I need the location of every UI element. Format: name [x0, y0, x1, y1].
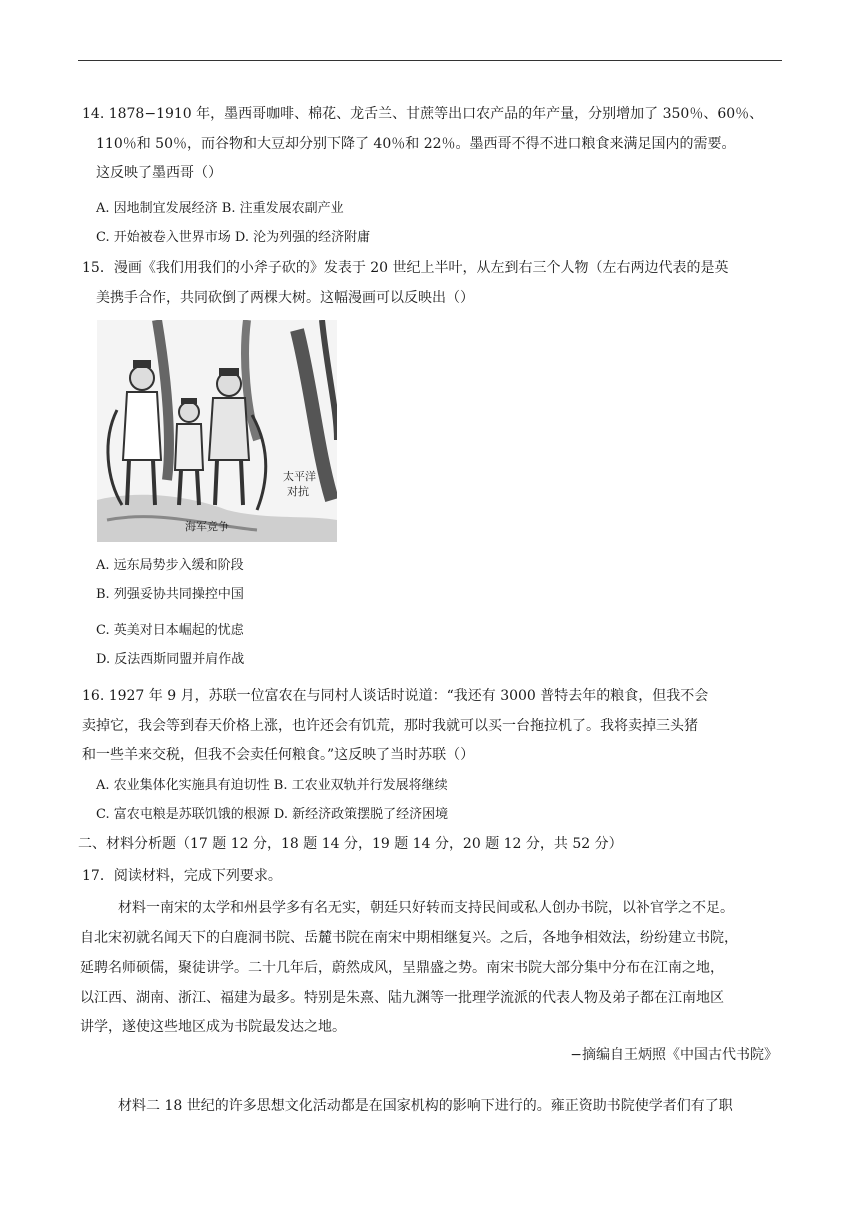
- q16-line-1: 16. 1927 年 9 月，苏联一位富农在与同村人谈话时说道：“我还有 3000 普特去年的粮食，但我不会: [82, 688, 709, 704]
- q17-material-1-line-2: 自北宋初就名闻天下的白鹿洞书院、岳麓书院在南宋中期相继复兴。之后，各地争相效法，纷纷建立书院，: [80, 930, 738, 946]
- header-rule: [78, 60, 782, 61]
- q17-material-1-line-3: 延聘名师硕儒，聚徒讲学。二十几年后，蔚然成风，呈鼎盛之势。南宋书院大部分集中分布在江南之地，: [80, 960, 724, 976]
- q17-material-1-line-5: 讲学，遂使这些地区成为书院最发达之地。: [80, 1019, 346, 1035]
- q14-options-cd: C. 开始被卷入世界市场 D. 沦为列强的经济附庸: [96, 230, 371, 245]
- q17-material-1-source: −摘编自王炳照《中国古代书院》: [570, 1047, 778, 1063]
- cartoon-illustration: [97, 320, 337, 542]
- q17-material-1-line-4: 以江西、湖南、浙江、福建为最多。特别是朱熹、陆九渊等一批理学流派的代表人物及弟子都在江南地区: [80, 990, 724, 1006]
- q15-option-a: A. 远东局势步入缓和阶段: [96, 558, 244, 573]
- q17-material-1-line-1: 材料一南宋的太学和州县学多有名无实，朝廷只好转而支持民间或私人创办书院，以补官学之不足。: [118, 900, 734, 916]
- q16-options-cd: C. 富农屯粮是苏联饥饿的根源 D. 新经济政策摆脱了经济困境: [96, 807, 449, 822]
- q15-option-b: B. 列强妥协共同操控中国: [96, 587, 244, 602]
- q17-material-2-line-1: 材料二 18 世纪的许多思想文化活动都是在国家机构的影响下进行的。雍正资助书院使学者们有了职: [118, 1098, 733, 1114]
- q15-line-2: 美携手合作，共同砍倒了两棵大树。这幅漫画可以反映出（）: [96, 290, 474, 306]
- q14-line-2: 110％和 50％，而谷物和大豆却分别下降了 40％和 22％。墨西哥不得不进口粮食来满足国内的需要。: [96, 136, 736, 152]
- cartoon-label-naval: 海军竞争: [185, 520, 229, 533]
- q17-intro: 17．阅读材料，完成下列要求。: [82, 868, 282, 884]
- q15-option-c: C. 英美对日本崛起的忧虑: [96, 623, 244, 638]
- q16-options-ab: A. 农业集体化实施具有迫切性 B. 工农业双轨并行发展将继续: [96, 778, 448, 793]
- section-2-heading: 二、材料分析题（17 题 12 分，18 题 14 分，19 题 14 分，20 题 12 分，共 52 分）: [78, 836, 623, 852]
- q15-line-1: 15．漫画《我们用我们的小斧子砍的》发表于 20 世纪上半叶，从左到右三个人物（左右两边代表的是英: [82, 260, 729, 276]
- q14-line-1: 14. 1878−1910 年，墨西哥咖啡、棉花、龙舌兰、甘蔗等出口农产品的年产量，分别增加了 350％、60％、: [82, 106, 764, 122]
- q14-line-3: 这反映了墨西哥（）: [96, 165, 222, 181]
- q16-line-3: 和一些羊来交税，但我不会卖任何粮食。”这反映了当时苏联（）: [82, 747, 475, 763]
- cartoon-label-pacific: 太平洋: [283, 470, 316, 483]
- cartoon-label-rivalry: 对抗: [287, 485, 309, 498]
- q15-option-d: D. 反法西斯同盟并肩作战: [96, 652, 245, 667]
- q16-line-2: 卖掉它，我会等到春天价格上涨，也许还会有饥荒，那时我就可以买一台拖拉机了。我将卖掉三头猪: [82, 718, 698, 734]
- q14-options-ab: A. 因地制宜发展经济 B. 注重发展农副产业: [96, 201, 344, 216]
